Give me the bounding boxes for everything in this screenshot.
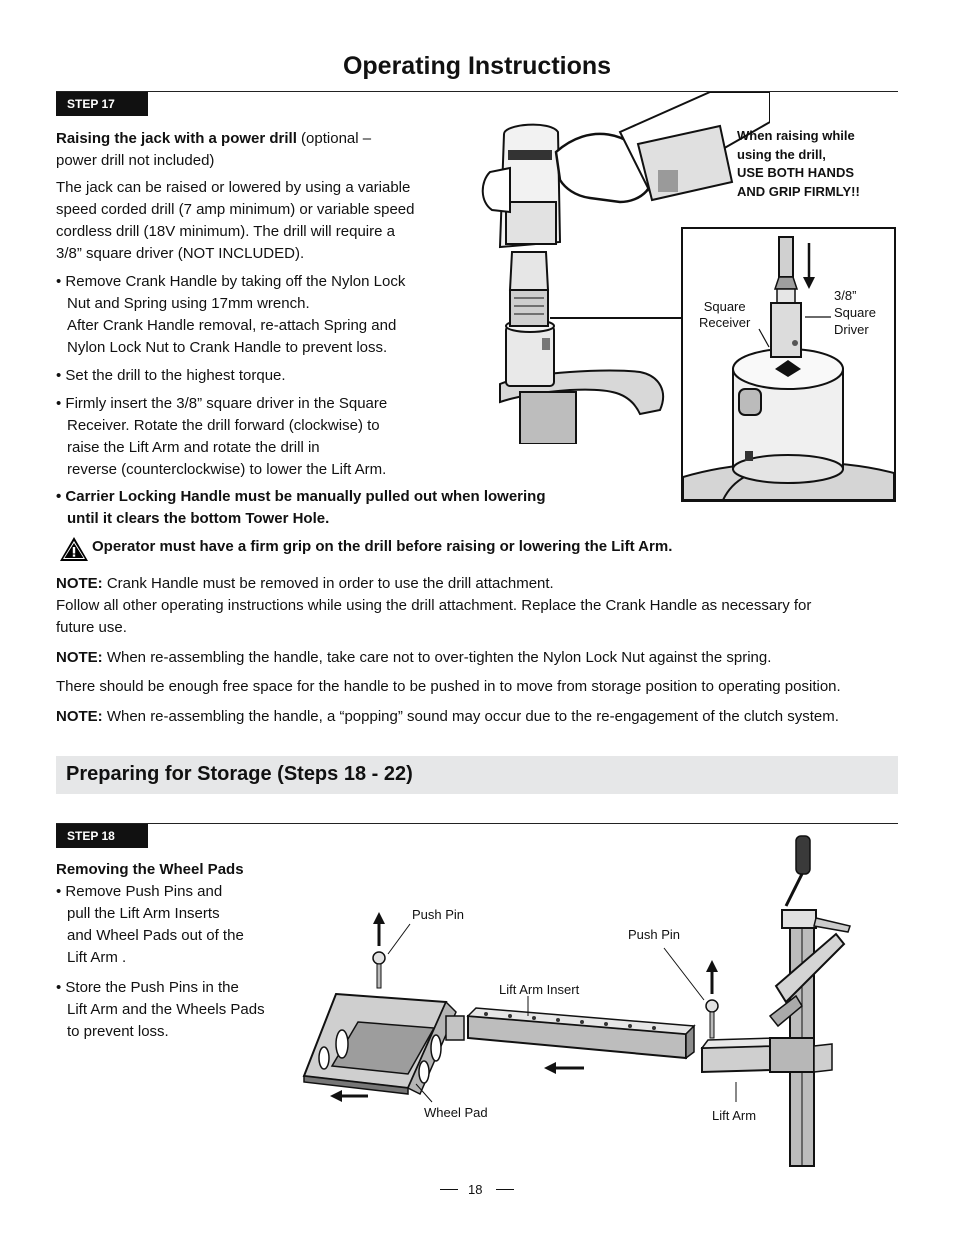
bullet-line: until it clears the bottom Tower Hole. xyxy=(67,510,330,527)
bullet-line: • Firmly insert the 3/8” square driver in the Square xyxy=(56,395,388,412)
label-line: Driver xyxy=(834,322,869,337)
note-crank-handle xyxy=(56,573,898,639)
callout-line: using the drill, xyxy=(737,146,826,162)
callout-line: When raising while xyxy=(737,128,855,143)
step-18-heading: Removing the Wheel Pads xyxy=(56,861,244,878)
label-wheel-pad: Wheel Pad xyxy=(424,1105,488,1120)
note-label: NOTE: xyxy=(56,708,103,725)
note-text: When re-assembling the handle, a “popping” sound may occur due to the re-engagement of the clutch system. xyxy=(102,708,839,725)
label-push-pin-left: Push Pin xyxy=(412,907,465,922)
bullet-line: pull the Lift Arm Inserts xyxy=(67,905,220,922)
para-line: 3/8” square driver (NOT INCLUDED). xyxy=(56,245,305,262)
bullet-insert-driver xyxy=(56,393,456,481)
step-17-paragraph xyxy=(56,177,456,265)
divider xyxy=(56,823,898,824)
bullet-carrier-handle xyxy=(56,486,616,530)
para-line: speed corded drill (7 amp minimum) or variable speed xyxy=(56,201,415,218)
footer-dash-left xyxy=(440,1189,458,1190)
step-17-heading xyxy=(56,128,456,172)
label-square-receiver xyxy=(699,299,750,331)
label-lift-arm: Lift Arm xyxy=(712,1108,757,1123)
bullet-line: • Remove Crank Handle by taking off the Nylon Lock xyxy=(56,273,406,290)
callout-line: USE BOTH HANDS xyxy=(737,165,855,180)
label-square-driver xyxy=(834,287,876,338)
warning-text: Operator must have a firm grip on the drill before raising or lowering the Lift Arm. xyxy=(92,538,673,555)
note-label: NOTE: xyxy=(56,649,103,666)
step-17-heading-rest: (optional – xyxy=(296,130,372,147)
note-text: Crank Handle must be removed in order to use the drill attachment. xyxy=(102,575,554,592)
footer-dash-right xyxy=(496,1189,514,1190)
warning-icon xyxy=(59,536,89,562)
step-18-badge: STEP 18 xyxy=(56,824,148,848)
step-17-heading-line2: power drill not included) xyxy=(56,152,215,169)
para-line: cordless drill (18V minimum). The drill will require a xyxy=(56,223,395,240)
bullet-remove-push-pins xyxy=(56,881,286,969)
para-line: The jack can be raised or lowered by using a variable xyxy=(56,179,411,196)
section-title: Preparing for Storage (Steps 18 - 22) xyxy=(66,763,413,785)
bullet-line: • Store the Push Pins in the xyxy=(56,979,239,996)
note-text: When re-assembling the handle, take care not to over-tighten the Nylon Lock Nut against the spring. xyxy=(102,649,772,666)
callout-line: AND GRIP FIRMLY!! xyxy=(737,183,860,199)
label-line: 3/8” xyxy=(834,288,857,303)
note-label: NOTE: xyxy=(56,575,103,592)
wheel-pad-drawing xyxy=(304,994,464,1094)
bullet-line: • Carrier Locking Handle must be manually pulled out when lowering xyxy=(56,488,546,505)
square-driver-drawing xyxy=(683,229,894,500)
note-overtighten xyxy=(56,647,898,669)
page-title: Operating Instructions xyxy=(342,52,612,80)
bullet-line: • Remove Push Pins and xyxy=(56,883,223,900)
bullet-line: Nylon Lock Nut to Crank Handle to prevent loss. xyxy=(67,339,388,356)
bullet-store-push-pins xyxy=(56,977,286,1043)
drill-callout xyxy=(737,127,897,201)
step-17-badge: STEP 17 xyxy=(56,92,148,116)
bullet-line: raise the Lift Arm and rotate the drill in xyxy=(67,439,320,456)
step-17-heading-bold: Raising the jack with a power drill xyxy=(56,130,297,147)
wheel-pad-illustration xyxy=(296,826,868,1168)
label-push-pin-right: Push Pin xyxy=(628,927,681,942)
label-line: Square xyxy=(834,305,876,320)
note-text: future use. xyxy=(56,619,127,636)
bullet-torque: • Set the drill to the highest torque. xyxy=(56,367,286,384)
bullet-line: Lift Arm and the Wheels Pads xyxy=(67,1001,265,1018)
label-line: Receiver xyxy=(699,315,751,330)
bullet-line: Lift Arm . xyxy=(67,949,127,966)
page-number: 18 xyxy=(468,1182,483,1197)
bullet-line: Nut and Spring using 17mm wrench. xyxy=(67,295,310,312)
bullet-line: and Wheel Pads out of the xyxy=(67,927,244,944)
bullet-line: reverse (counterclockwise) to lower the Lift Arm. xyxy=(67,461,387,478)
bullet-line: to prevent loss. xyxy=(67,1023,169,1040)
square-driver-inset xyxy=(681,227,896,502)
label-lift-arm-insert: Lift Arm Insert xyxy=(499,982,580,997)
bullet-remove-crank xyxy=(56,271,456,359)
bullet-line: After Crank Handle removal, re-attach Spring and xyxy=(67,317,397,334)
lift-arm-insert-drawing xyxy=(468,1008,694,1058)
note-popping xyxy=(56,706,898,728)
note-text: Follow all other operating instructions while using the drill attachment. Replace the Crank Handle as necessary for xyxy=(56,597,812,614)
label-line: Square xyxy=(703,299,746,314)
note-free-space: There should be enough free space for the handle to be pushed in to move from storage position to operating position. xyxy=(56,678,841,695)
bullet-line: Receiver. Rotate the drill forward (clockwise) to xyxy=(67,417,380,434)
